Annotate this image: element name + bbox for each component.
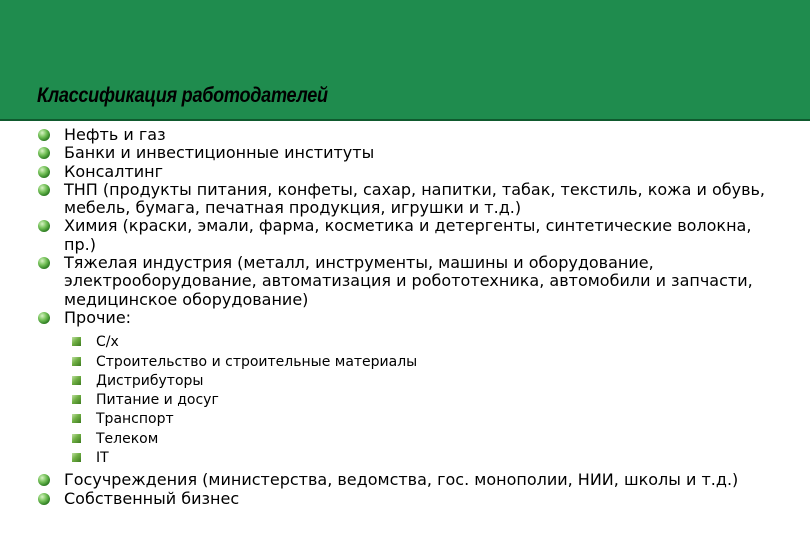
list-item bbox=[0, 309, 810, 468]
sub-list-item-text: Телеком bbox=[96, 430, 159, 447]
slide-title: Классификация работодателей bbox=[37, 84, 328, 107]
sub-list-item-text: С/х bbox=[96, 334, 119, 351]
sub-list-item bbox=[0, 410, 774, 429]
list-item-text: Тяжелая индустрия (металл, инструменты, машины и оборудование, электрооборудование, автоматизация и робототехника, автомобили и запчасти, медицинское оборудование) bbox=[64, 253, 753, 309]
sub-bullet-list bbox=[64, 333, 774, 468]
list-item bbox=[0, 126, 810, 144]
green-ball-icon bbox=[38, 312, 50, 324]
list-item-text: Собственный бизнес bbox=[64, 488, 240, 508]
green-ball-icon bbox=[38, 220, 50, 232]
green-square-icon bbox=[72, 414, 81, 423]
green-ball-icon bbox=[38, 257, 50, 269]
sub-list-item-text: IT bbox=[96, 450, 109, 467]
green-ball-icon bbox=[38, 184, 50, 196]
list-item-text: Госучреждения (министерства, ведомства, гос. монополии, НИИ, школы и т.д.) bbox=[64, 470, 739, 490]
list-item bbox=[0, 254, 810, 309]
green-ball-icon bbox=[38, 493, 50, 505]
green-square-icon bbox=[72, 395, 81, 404]
sub-list-item bbox=[0, 372, 774, 391]
slide-content bbox=[0, 126, 810, 508]
green-square-icon bbox=[72, 337, 81, 346]
list-item bbox=[0, 217, 810, 254]
list-item bbox=[0, 163, 810, 181]
green-ball-icon bbox=[38, 129, 50, 141]
list-item bbox=[0, 490, 810, 508]
green-ball-icon bbox=[38, 147, 50, 159]
sub-list-item bbox=[0, 391, 774, 410]
green-square-icon bbox=[72, 453, 81, 462]
sub-list-item-text: Питание и досуг bbox=[96, 392, 219, 409]
green-square-icon bbox=[72, 357, 81, 366]
green-ball-icon bbox=[38, 474, 50, 486]
sub-list-item bbox=[0, 333, 774, 352]
sub-list-item-text: Транспорт bbox=[96, 411, 174, 428]
green-ball-icon bbox=[38, 166, 50, 178]
list-item bbox=[0, 144, 810, 162]
list-item bbox=[0, 181, 810, 218]
green-square-icon bbox=[72, 376, 81, 385]
list-item-text: Нефть и газ bbox=[64, 125, 166, 144]
sub-list-item bbox=[0, 353, 774, 372]
list-item bbox=[0, 471, 810, 489]
green-square-icon bbox=[72, 434, 81, 443]
list-item-text: ТНП (продукты питания, конфеты, сахар, напитки, табак, текстиль, кожа и обувь, мебель, бумага, печатная продукция, игрушки и т.д.) bbox=[64, 179, 766, 218]
sub-list-item-text: Строительство и строительные материалы bbox=[96, 353, 418, 370]
list-item-text: Банки и инвестиционные институты bbox=[64, 143, 375, 163]
sub-list-item-text: Дистрибуторы bbox=[96, 372, 204, 389]
list-item-text: Консалтинг bbox=[64, 161, 164, 181]
list-item-text: Прочие: bbox=[64, 307, 132, 327]
bullet-list bbox=[0, 126, 810, 508]
sub-list-item bbox=[0, 449, 774, 468]
list-item-text: Химия (краски, эмали, фарма, косметика и детергенты, синтетические волокна, пр.) bbox=[64, 216, 752, 254]
sub-list-item bbox=[0, 430, 774, 449]
